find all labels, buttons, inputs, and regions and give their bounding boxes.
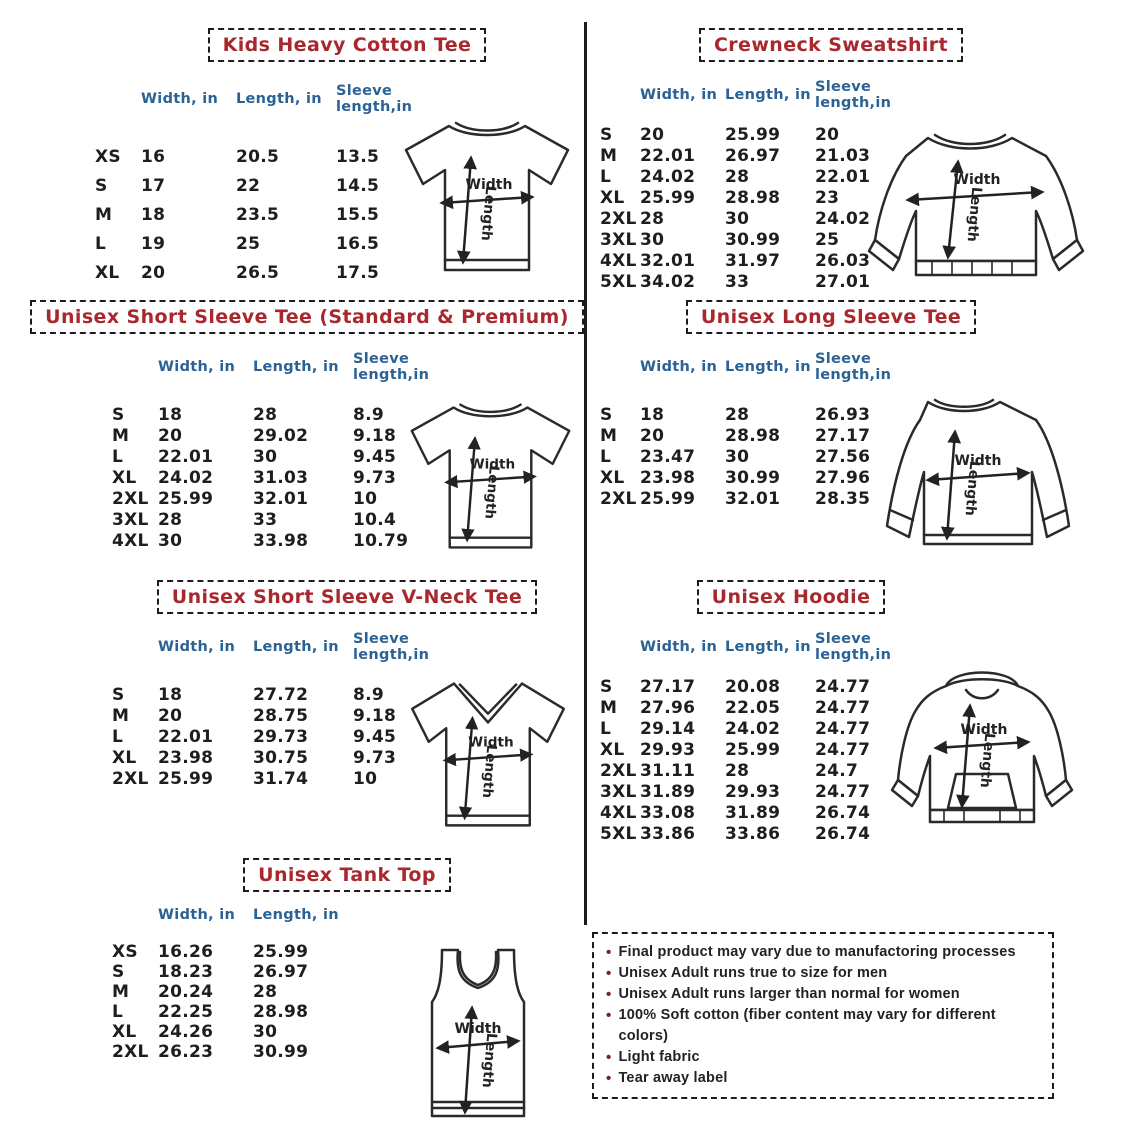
size-value: 29.93	[725, 781, 781, 802]
size-value: 26.23	[158, 1042, 214, 1062]
size-label: 2XL	[600, 488, 637, 509]
section-title: Unisex Tank Top	[243, 858, 451, 892]
column-header: Width, in	[158, 907, 236, 924]
size-value: 30	[725, 446, 750, 467]
bullet-icon: •	[606, 1049, 612, 1066]
size-value: 24.02	[725, 718, 781, 739]
column-header: Sleeve length,in	[353, 351, 430, 383]
size-value: 20.5	[236, 146, 280, 167]
size-label: M	[600, 425, 618, 446]
size-value: 32.01	[725, 488, 781, 509]
size-label: L	[95, 233, 107, 254]
size-label: L	[112, 1002, 124, 1022]
size-value: 30	[158, 530, 183, 551]
size-value: 33.86	[640, 823, 696, 844]
note-item	[606, 1005, 1040, 1047]
size-label: 2XL	[600, 760, 637, 781]
size-value: 31.89	[725, 802, 781, 823]
section-title-row	[0, 858, 584, 892]
column-header: Length, in	[236, 91, 322, 108]
size-value: 29.93	[640, 739, 696, 760]
width-arrow-label: Width	[465, 177, 513, 193]
size-value: 19	[141, 233, 166, 254]
size-label: 4XL	[600, 250, 637, 271]
size-label: L	[600, 446, 612, 467]
size-value: 27.72	[253, 684, 309, 705]
note-item	[606, 984, 1040, 1005]
tank-top-illustration	[408, 944, 548, 1129]
size-value: 24.77	[815, 781, 871, 802]
size-value: 25	[236, 233, 261, 254]
size-value: 16	[141, 146, 166, 167]
size-value: 23.98	[640, 467, 696, 488]
column-header: Length, in	[253, 639, 339, 656]
size-label: S	[600, 404, 613, 425]
size-label: XL	[600, 187, 625, 208]
size-value: 20.08	[725, 676, 781, 697]
size-value: 17.5	[336, 262, 380, 283]
note-item	[606, 963, 1040, 984]
note-text: Final product may vary due to manufactoring processes	[618, 944, 1016, 960]
size-label: XS	[112, 942, 138, 962]
note-item	[606, 1068, 1040, 1089]
column-header: Length, in	[725, 639, 811, 656]
size-label: L	[112, 726, 124, 747]
size-value: 27.17	[640, 676, 696, 697]
size-value: 16.5	[336, 233, 380, 254]
section-title-row	[592, 28, 1140, 62]
size-value: 30.99	[725, 467, 781, 488]
column-header: Sleeve length,in	[353, 631, 430, 663]
size-value: 29.73	[253, 726, 309, 747]
column-header: Sleeve length,in	[336, 83, 413, 115]
size-value: 29.14	[640, 718, 696, 739]
bullet-icon: •	[606, 965, 612, 982]
size-value: 30	[253, 446, 278, 467]
size-value: 31.89	[640, 781, 696, 802]
size-label: L	[600, 718, 612, 739]
section-title: Unisex Hoodie	[697, 580, 886, 614]
size-value: 30.99	[725, 229, 781, 250]
size-value: 22.01	[158, 726, 214, 747]
waistband	[930, 810, 1034, 822]
size-value: 30.99	[253, 1042, 309, 1062]
size-label: 2XL	[112, 768, 149, 789]
section-title-row	[592, 580, 1140, 614]
size-value: 23.98	[158, 747, 214, 768]
size-value: 18.23	[158, 962, 214, 982]
table-header-row	[600, 348, 1140, 388]
section-unisex-long-sleeve-tee	[592, 300, 1140, 578]
size-value: 30.75	[253, 747, 309, 768]
size-label: XL	[112, 747, 137, 768]
size-value: 25.99	[640, 488, 696, 509]
size-value: 27.17	[815, 425, 871, 446]
table-header-row	[600, 76, 1140, 116]
size-value: 25	[815, 229, 840, 250]
width-arrow-label: Width	[954, 453, 1002, 469]
size-value: 32.01	[253, 488, 309, 509]
size-value: 25.99	[253, 942, 309, 962]
size-value: 26.97	[725, 145, 781, 166]
column-header: Sleeve length,in	[815, 631, 892, 663]
size-label: 2XL	[112, 488, 149, 509]
size-value: 10	[353, 768, 378, 789]
size-value: 8.9	[353, 684, 385, 705]
size-value: 28.98	[725, 425, 781, 446]
size-value: 23.5	[236, 204, 280, 225]
size-label: XL	[112, 467, 137, 488]
size-value: 10	[353, 488, 378, 509]
section-unisex-tank-top	[0, 858, 584, 1140]
size-value: 18	[640, 404, 665, 425]
size-label: XL	[95, 262, 120, 283]
bullet-icon: •	[606, 1007, 612, 1024]
collar-line	[935, 400, 993, 407]
size-value: 28	[640, 208, 665, 229]
note-item	[606, 1047, 1040, 1068]
size-value: 22.05	[725, 697, 781, 718]
section-title-row	[0, 28, 584, 62]
size-value: 25.99	[725, 124, 781, 145]
collar-line	[460, 405, 520, 412]
column-header: Width, in	[640, 87, 718, 104]
sweatshirt-illustration	[850, 120, 1090, 290]
size-value: 17	[141, 175, 166, 196]
length-arrow-label: Length	[963, 186, 985, 243]
length-arrow-label: Length	[961, 460, 983, 517]
bullet-icon: •	[606, 944, 612, 961]
section-title: Unisex Long Sleeve Tee	[686, 300, 976, 334]
waistband	[916, 261, 1036, 275]
length-arrow-label: Length	[477, 185, 499, 242]
collar-line	[456, 123, 518, 131]
size-label: 2XL	[600, 208, 637, 229]
section-title: Unisex Short Sleeve Tee (Standard & Premium)	[30, 300, 584, 334]
length-arrow-label: Length	[976, 732, 998, 789]
section-title: Crewneck Sweatshirt	[699, 28, 963, 62]
size-value: 9.73	[353, 467, 397, 488]
size-value: 33.98	[253, 530, 309, 551]
note-text: Tear away label	[618, 1070, 728, 1086]
column-header: Width, in	[141, 91, 219, 108]
column-header: Width, in	[158, 639, 236, 656]
section-title: Unisex Short Sleeve V-Neck Tee	[157, 580, 537, 614]
size-value: 13.5	[336, 146, 380, 167]
size-label: S	[112, 962, 125, 982]
column-header: Width, in	[158, 359, 236, 376]
size-value: 24.02	[815, 208, 871, 229]
size-value: 25.99	[640, 187, 696, 208]
vertical-divider	[584, 22, 587, 925]
size-label: XL	[112, 1022, 137, 1042]
size-value: 25.99	[725, 739, 781, 760]
table-header-row	[112, 628, 584, 668]
size-value: 23.47	[640, 446, 696, 467]
section-title: Kids Heavy Cotton Tee	[208, 28, 487, 62]
note-item	[606, 942, 1040, 963]
size-value: 21.03	[815, 145, 871, 166]
size-label: 2XL	[112, 1042, 149, 1062]
length-arrow-label: Length	[478, 1032, 500, 1089]
size-value: 30	[725, 208, 750, 229]
size-value: 28	[253, 982, 278, 1002]
size-value: 28	[253, 404, 278, 425]
section-unisex-hoodie	[592, 580, 1140, 856]
size-value: 20	[640, 124, 665, 145]
size-value: 26.5	[236, 262, 280, 283]
size-value: 28.35	[815, 488, 871, 509]
size-value: 22.25	[158, 1002, 214, 1022]
size-value: 26.74	[815, 823, 871, 844]
size-value: 28	[725, 760, 750, 781]
size-label: 5XL	[600, 271, 637, 292]
column-header: Sleeve length,in	[815, 351, 892, 383]
collar-line	[935, 135, 1005, 144]
hoodie-illustration	[882, 660, 1082, 850]
size-label: S	[112, 404, 125, 425]
size-value: 22	[236, 175, 261, 196]
size-label: M	[112, 982, 130, 1002]
size-value: 25.99	[158, 488, 214, 509]
section-unisex-vneck-tee	[0, 580, 584, 856]
column-header: Width, in	[640, 639, 718, 656]
size-label: S	[112, 684, 125, 705]
size-value: 9.45	[353, 446, 397, 467]
size-value: 28	[158, 509, 183, 530]
size-value: 10.4	[353, 509, 397, 530]
width-arrow-label: Width	[953, 172, 1001, 188]
size-label: 4XL	[600, 802, 637, 823]
size-value: 33	[253, 509, 278, 530]
column-header: Length, in	[253, 359, 339, 376]
size-value: 31.97	[725, 250, 781, 271]
column-header: Length, in	[725, 359, 811, 376]
tshirt-illustration	[392, 110, 582, 285]
width-arrow-label: Width	[469, 456, 516, 473]
size-label: S	[600, 676, 613, 697]
size-label: XL	[600, 739, 625, 760]
section-unisex-short-sleeve-tee	[0, 300, 584, 578]
size-value: 32.01	[640, 250, 696, 271]
size-label: 3XL	[600, 781, 637, 802]
column-header: Sleeve length,in	[815, 79, 892, 111]
size-label: S	[95, 175, 108, 196]
tshirt-illustration	[398, 392, 583, 562]
note-text: Unisex Adult runs larger than normal for women	[618, 986, 960, 1002]
size-value: 24.77	[815, 697, 871, 718]
size-value: 28.98	[253, 1002, 309, 1022]
size-value: 33.08	[640, 802, 696, 823]
size-value: 23	[815, 187, 840, 208]
size-value: 31.11	[640, 760, 696, 781]
size-value: 9.18	[353, 425, 397, 446]
size-label: S	[600, 124, 613, 145]
size-value: 27.56	[815, 446, 871, 467]
size-value: 22.01	[158, 446, 214, 467]
size-value: 16.26	[158, 942, 214, 962]
column-header: Width, in	[640, 359, 718, 376]
size-value: 20	[640, 425, 665, 446]
note-text: Light fabric	[618, 1049, 700, 1065]
size-value: 18	[158, 684, 183, 705]
size-label: M	[600, 145, 618, 166]
size-value: 20.24	[158, 982, 214, 1002]
size-value: 18	[158, 404, 183, 425]
size-value: 27.01	[815, 271, 871, 292]
size-label: XS	[95, 146, 121, 167]
size-value: 29.02	[253, 425, 309, 446]
size-value: 26.03	[815, 250, 871, 271]
size-value: 9.18	[353, 705, 397, 726]
notes-box	[592, 932, 1054, 1099]
size-label: 4XL	[112, 530, 149, 551]
size-value: 24.7	[815, 760, 859, 781]
size-value: 18	[141, 204, 166, 225]
note-text: 100% Soft cotton (fiber content may vary for different colors)	[618, 1007, 996, 1044]
size-value: 34.02	[640, 271, 696, 292]
size-label: M	[95, 204, 113, 225]
size-value: 20	[158, 705, 183, 726]
section-kids-heavy-cotton-tee	[0, 28, 584, 298]
size-value: 20	[158, 425, 183, 446]
size-label: M	[112, 425, 130, 446]
section-title-row	[0, 580, 584, 614]
size-value: 24.02	[640, 166, 696, 187]
size-value: 33.86	[725, 823, 781, 844]
size-value: 26.93	[815, 404, 871, 425]
size-value: 30	[253, 1022, 278, 1042]
size-value: 24.77	[815, 676, 871, 697]
table-header-row	[112, 906, 584, 926]
bullet-icon: •	[606, 1070, 612, 1087]
size-label: L	[112, 446, 124, 467]
size-value: 31.74	[253, 768, 309, 789]
size-value: 26.74	[815, 802, 871, 823]
size-value: 31.03	[253, 467, 309, 488]
size-value: 26.97	[253, 962, 309, 982]
width-arrow-label: Width	[468, 734, 514, 751]
length-arrow-label: Length	[481, 465, 502, 520]
size-value: 28.75	[253, 705, 309, 726]
length-arrow-label: Length	[478, 743, 500, 799]
size-value: 33	[725, 271, 750, 292]
size-value: 27.96	[815, 467, 871, 488]
column-header: Length, in	[725, 87, 811, 104]
width-arrow-label: Width	[960, 722, 1008, 738]
size-value: 15.5	[336, 204, 380, 225]
size-value: 9.73	[353, 747, 397, 768]
size-value: 27.96	[640, 697, 696, 718]
section-title-row	[0, 300, 584, 334]
size-value: 9.45	[353, 726, 397, 747]
section-title-row	[592, 300, 1140, 334]
size-value: 10.79	[353, 530, 409, 551]
size-value: 30	[640, 229, 665, 250]
vneck-tee-illustration	[398, 668, 578, 838]
size-label: 3XL	[112, 509, 149, 530]
size-value: 14.5	[336, 175, 380, 196]
size-value: 25.99	[158, 768, 214, 789]
size-value: 22.01	[815, 166, 871, 187]
size-value: 28.98	[725, 187, 781, 208]
size-label: M	[600, 697, 618, 718]
size-value: 20	[815, 124, 840, 145]
size-value: 24.02	[158, 467, 214, 488]
size-value: 24.77	[815, 718, 871, 739]
size-value: 20	[141, 262, 166, 283]
section-crewneck-sweatshirt	[592, 28, 1140, 298]
size-label: 3XL	[600, 229, 637, 250]
width-arrow-label: Width	[454, 1021, 502, 1037]
size-value: 22.01	[640, 145, 696, 166]
size-label: L	[600, 166, 612, 187]
note-text: Unisex Adult runs true to size for men	[618, 965, 888, 981]
size-value: 28	[725, 404, 750, 425]
bullet-icon: •	[606, 986, 612, 1003]
size-label: 5XL	[600, 823, 637, 844]
column-header: Length, in	[253, 907, 339, 924]
size-value: 8.9	[353, 404, 385, 425]
size-label: M	[112, 705, 130, 726]
size-label: XL	[600, 467, 625, 488]
long-sleeve-tee-illustration	[858, 388, 1078, 558]
size-value: 24.26	[158, 1022, 214, 1042]
table-header-row	[112, 348, 584, 388]
size-value: 24.77	[815, 739, 871, 760]
size-value: 28	[725, 166, 750, 187]
